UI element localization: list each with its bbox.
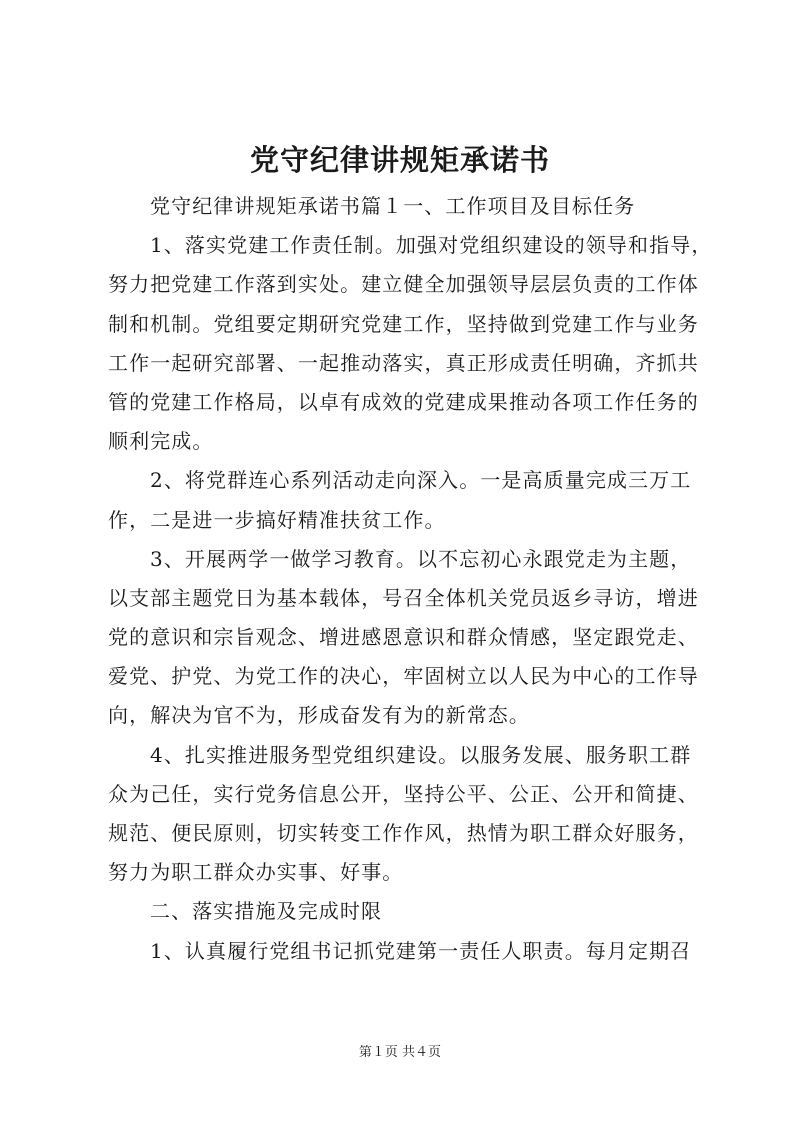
text-line: 管的党建工作格局，以卓有成效的党建成果推动各项工作任务的 <box>108 389 699 414</box>
text-line: 爱党、护党、为党工作的决心，牢固树立以人民为中心的工作导 <box>108 664 699 689</box>
text-line: 作，二是进一步搞好精准扶贫工作。 <box>108 507 446 532</box>
text-line: 3、开展两学一做学习教育。以不忘初心永跟党走为主题， <box>150 546 692 571</box>
text-line: 努力把党建工作落到实处。建立健全加强领导层层负责的工作体 <box>108 272 699 297</box>
text-line: 顺利完成。 <box>108 429 214 454</box>
document-body <box>108 187 718 971</box>
text-line: 以支部主题党日为基本载体，号召全体机关党员返乡寻访，增进 <box>108 585 699 610</box>
text-line: 向，解决为官不为，形成奋发有为的新常态。 <box>108 703 530 728</box>
page-footer: 第１页 共４页 <box>358 1045 442 1060</box>
text-line: 工作一起研究部署、一起推动落实，真正形成责任明确，齐抓共 <box>108 350 699 375</box>
text-line: 4、扎实推进服务型党组织建设。以服务发展、服务职工群 <box>150 742 692 767</box>
document-title: 党守纪律讲规矩承诺书 <box>249 143 550 177</box>
text-line: 1、认真履行党组书记抓党建第一责任人职责。每月定期召 <box>150 938 692 963</box>
text-line: 规范、便民原则，切实转变工作作风，热情为职工群众好服务， <box>108 821 699 845</box>
text-line: 努力为职工群众办实事、好事。 <box>108 860 404 885</box>
text-line: 党的意识和宗旨观念、增进感恩意识和群众情感，坚定跟党走、 <box>108 625 699 650</box>
text-line: 1、落实党建工作责任制。加强对党组织建设的领导和指导， <box>150 233 713 258</box>
text-line: 党守纪律讲规矩承诺书篇１一、工作项目及目标任务 <box>150 194 636 218</box>
text-line: 2、将党群连心系列活动走向深入。一是高质量完成三万工 <box>150 468 692 493</box>
text-line: 制和机制。党组要定期研究党建工作，坚持做到党建工作与业务 <box>108 311 699 336</box>
text-line: 二、落实措施及完成时限 <box>150 899 383 924</box>
text-line: 众为己任，实行党务信息公开，坚持公平、公正、公开和简捷、 <box>108 781 699 806</box>
